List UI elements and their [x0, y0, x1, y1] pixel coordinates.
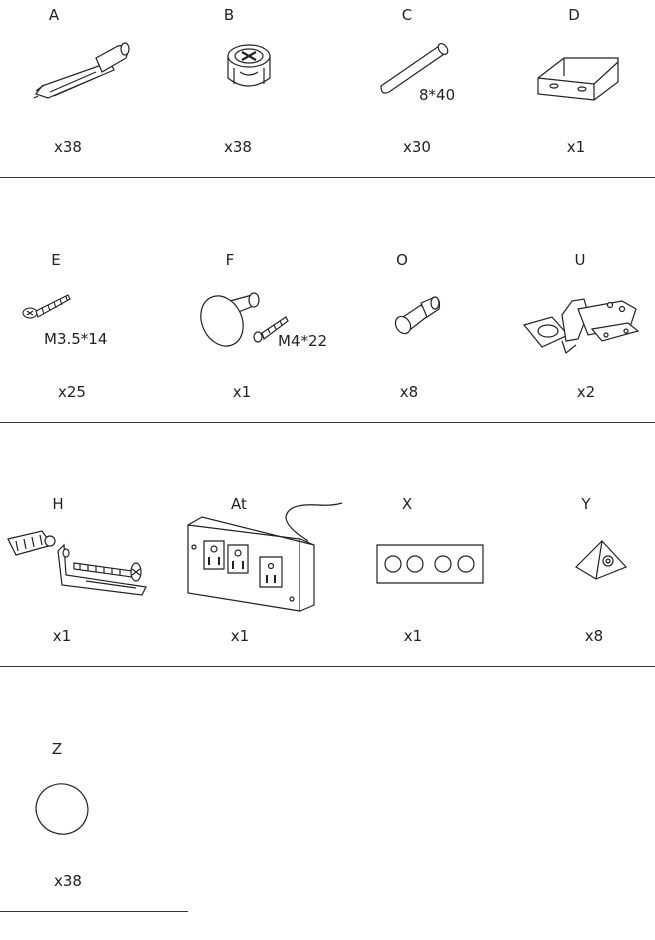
part-quantity: x1	[232, 383, 252, 401]
row-divider	[0, 911, 188, 912]
part-letter: A	[48, 6, 60, 24]
part-quantity: x38	[54, 872, 82, 890]
knob-and-bolt-icon	[200, 287, 290, 351]
part-b	[160, 6, 300, 206]
cover-cap-icon	[34, 782, 94, 838]
part-quantity: x8	[399, 383, 419, 401]
part-h	[0, 495, 140, 695]
row-divider	[0, 666, 655, 667]
part-quantity: x30	[403, 138, 431, 156]
angle-bracket-icon	[534, 48, 626, 104]
part-quantity: x38	[224, 138, 252, 156]
part-quantity: x1	[566, 138, 586, 156]
wood-screw-icon	[20, 287, 80, 327]
part-x	[337, 495, 477, 695]
cam-bolt-icon	[30, 36, 130, 106]
corner-block-icon	[574, 537, 634, 583]
part-letter: Z	[51, 740, 63, 758]
part-quantity: x38	[54, 138, 82, 156]
shelf-support-pin-icon	[391, 295, 441, 341]
part-letter: At	[231, 495, 247, 513]
part-quantity: x1	[230, 627, 250, 645]
part-letter: Y	[581, 495, 591, 513]
part-letter: H	[52, 495, 64, 513]
row-divider	[0, 422, 655, 423]
part-c	[337, 6, 477, 206]
part-letter: O	[396, 251, 408, 269]
power-outlet-strip-icon	[182, 497, 347, 612]
part-quantity: x8	[584, 627, 604, 645]
row-divider	[0, 177, 655, 178]
cap-sticker-sheet-icon	[375, 543, 485, 587]
part-spec: 8*40	[419, 86, 456, 104]
cabinet-hinge-icon	[522, 295, 644, 357]
part-spec: M4*22	[278, 332, 328, 350]
part-quantity: x2	[576, 383, 596, 401]
part-z	[0, 740, 140, 940]
part-letter: F	[225, 251, 235, 269]
cam-lock-icon	[220, 38, 280, 98]
part-e	[0, 251, 140, 451]
part-y	[506, 495, 646, 695]
part-letter: E	[51, 251, 61, 269]
part-o	[337, 251, 477, 451]
part-at	[160, 495, 300, 695]
part-d	[506, 6, 646, 206]
part-u	[506, 251, 646, 451]
part-letter: U	[574, 251, 586, 269]
part-letter: X	[401, 495, 413, 513]
anti-tip-kit-icon	[6, 525, 151, 603]
part-f	[160, 251, 328, 451]
part-a	[0, 6, 140, 206]
part-quantity: x25	[58, 383, 86, 401]
part-letter: B	[223, 6, 235, 24]
part-quantity: x1	[52, 627, 72, 645]
part-letter: D	[568, 6, 580, 24]
part-spec: M3.5*14	[44, 330, 108, 348]
part-letter: C	[401, 6, 413, 24]
part-quantity: x1	[403, 627, 423, 645]
